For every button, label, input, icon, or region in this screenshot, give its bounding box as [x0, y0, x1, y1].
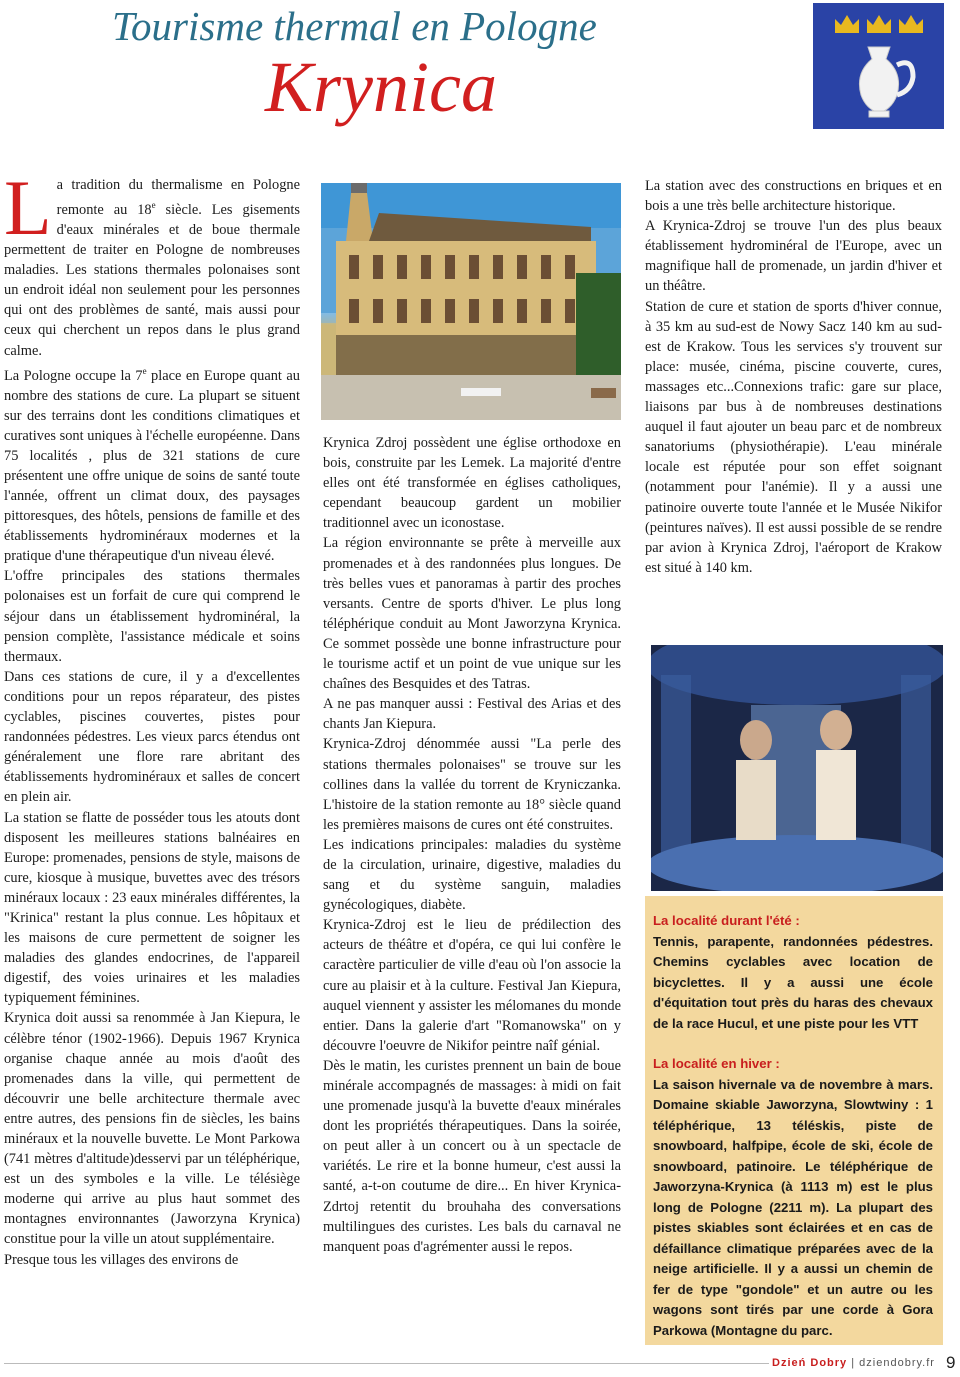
spa-building-photo [321, 183, 621, 420]
page-number: 9 [946, 1353, 956, 1372]
website-link[interactable]: dziendobry.fr [859, 1357, 935, 1369]
column-2 [323, 433, 621, 1257]
paragraph: La Pologne occupe la 7e place en Europe quant au nombre des stations de cure. La plupart se situent sur des terrains dont les conditions climatiques et curatives sont uniques à l'échelle européenne. Dans 75 localités , plus de 321 stations de cure présentent une offre unique de soins de santé toute l'année, offrent un climat doux, des paysages pittoresques, des hôtels, pensions de famille et des établissements hydrominéraux modernes et la pratique d'une thérapeutique d'un niveau élevé. [4, 365, 300, 565]
paragraph: A Krynica-Zdroj se trouve l'un des plus beaux établissement hydrominéral de l'Europe, avec un magnifique hall de promenade, un jardin d'hiver et un théâtre. [645, 218, 942, 295]
winter-text: La saison hivernale va de novembre à mars. Domaine skiable Jaworzyna, Slowtwiny : 1 téléphérique, 13 téléskis, piste de snowboard, halfpipe, école de ski, école de snowboard, patinoire. Le téléphérique de Jaworzyna-Krynica (à 1113 m) est le plus long de Pologne (2211 m). La plupart des pistes skiables sont éclairées et en cas de défaillance climatique préparées avec de la neige artificielle. Il y a aussi un chemin de fer de type "gondole" et un autre ou les wagons sont tirés par une corde à Gora Parkowa (Montagne du parc. [653, 1076, 933, 1338]
paragraph: L'offre principales des stations thermales polonaises est un forfait de cure qui comprend le séjour dans un établissement hydrominéral, la pension complète, l'assistance médicale et soins thermaux. [4, 568, 300, 665]
paragraph: Station de cure et station de sports d'hiver connue, à 35 km au sud-est de Nowy Sacz 140 km au sud-est de Krakow. Tous les services s'y trouvent sur place: musée, cinéma, piscine couverte, cures, massages etc...Connexions trafic: gare sur place, liaisons par bus à de nombreuses destinations auquel il faut ajouter un beau parc et de nombreux sanatoriums (physiothérapie). L'eau minérale locale est réputée pour son effet soignant (notamment pour l'anémie). Il y a aussi une patinoire ouverte toute l'année et le Musée Nikifor (peintures naïves). Il est aussi possible de se rendre par avion à Krynica Zdroj, l'aéroport de Krakow est situé à 140 km. [645, 298, 942, 576]
footer [772, 1357, 935, 1369]
paragraph: Les indications principales: maladies du système de la circulation, urinaire, digestive, maladies du sang et du système sanguin, maladies gynécologiques, diabète. [323, 836, 621, 914]
drop-cap: L [4, 164, 52, 251]
paragraph: Dès le matin, les curistes prennent un bain de boue minérale accompagnés de massages: à midi on fait une promenade jusqu'à la buvette d'eaux minérales dont les propriétés thérapeutiques. Dans la soirée, on peut aller à un concert ou à un spectacle de variétés. Le rire et la bonne humeur, c'est aussi la santé, a-t-on coutume de dire... En hiver Krynica-Zdrtoj retentit du brouhaha des conversations multilingues des curistes. Les bals du carnaval ne manquent poas d'agrémenter aussi le repos. [323, 1057, 621, 1255]
paragraph: Krynica Zdroj possèdent une église orthodoxe en bois, construite par les Lemek. La majorité d'entre elles ont été transformée en églises catholiques, cependant beaucoup gardent un mobilier traditionnel avec un iconostase. [323, 435, 621, 532]
column-1 [4, 164, 300, 1270]
paragraph: Krynica-Zdroj dénommée aussi "La perle des stations thermales polonaises" se trouve sur les collines dans la vallée du torrent de Kryniczanka. L'histoire de la station remonte au 18° siècle quand les premières maisons de cures ont été construites. [323, 736, 621, 833]
paragraph: La tradition du thermalisme en Pologne remonte au 18e siècle. Les gisements d'eaux minérales et de boue thermale permettent de traiter en Pologne de nombreuses maladies. Les stations thermales polonaises sont un endroit idéal non seulement pour les personnes qui ont des problèmes de santé, mais aussi pour ceux qui cherchent un repos dans le plus grand calme. [4, 164, 300, 359]
paragraph: La région environnante se prête à merveille aux promenades et à des randonnées plus longues. De très belles vues et panoramas à partir des proches versants. Centre de sports d'hiver. Le plus long téléphérique conduit au Mont Jaworzyna Krynica. Ce sommet possède une bonne infrastructure pour le tourisme actif et un point de vue unique sur les chaînes des Besquides et des Tatras. [323, 535, 621, 693]
paragraph: Krynica-Zdroj est le lieu de prédilection des acteurs de théâtre et d'opéra, ce qui lui confère le caractère particulier de ville d'eau où l'on associe la cure au plaisir et à la culture. Festival Jan Kiepura, auquel viennent y assister les mélomanes du monde entier. Dans la galerie d'art "Romanowska" on y découvre l'oeuvre de Nikifor peintre naîf génial. [323, 917, 621, 1054]
paragraph: Dans ces stations de cure, il y a d'excellentes conditions pour un repos réparateur, des pistes cyclables, piscines couvertes, pistes pour randonnées pédestres. Les vieux parcs étendus ont généralement une flore rare abritant des établissements hydrominéraux et salles de concert en plein air. [4, 668, 300, 806]
info-box-text [653, 911, 933, 1341]
spa-bath-photo [651, 645, 943, 891]
footer-separator: | [851, 1357, 856, 1369]
summer-heading: La localité durant l'été : [653, 913, 800, 928]
magazine-name: Dzień Dobry [772, 1357, 848, 1369]
footer-rule [4, 1363, 769, 1364]
coat-of-arms-icon [813, 3, 944, 129]
page-subtitle-krynica: Krynica [265, 47, 497, 127]
paragraph: Krynica doit aussi sa renommée à Jan Kiepura, le célèbre ténor (1902-1966). Depuis 1967 Krynica organise chaque année au mois d'août des promenades dans la ville, qui permettent de découvrir une belle architecture thermale avec entre autres, des pensions fin de siècles, les bains minéraux et la nouvelle buvette. Le Mont Parkowa (741 mètres d'altitude)desservi par un téléphérique, est un des symboles e la ville. Le télésiège moderne qui arrive au plus haut sommet des montagnes environnantes (Jaworzyna Krynica) constitue pour la ville un atout supplémentaire. [4, 1010, 300, 1248]
paragraph: A ne pas manquer aussi : Festival des Arias et des chants Jan Kiepura. [323, 696, 621, 733]
paragraph: La station se flatte de posséder tous les atouts dont disposent les meilleures stations balnéaires en Europe: promenades, pensions de style, maisons de cure, kiosque à musique, buvettes avec des trésors minéraux locaux : 23 eaux minérales différentes, la "Krinica" restant la plus connue. Les hôpitaux et les maisons de cure permettent de soigner les maladies des glandes endocrines, de l'appareil digestif, des voies urinaires et les maladies typiquement féminines. [4, 809, 300, 1007]
winter-heading: La localité en hiver : [653, 1056, 780, 1071]
paragraph: Presque tous les villages des environs de [4, 1251, 239, 1268]
column-3 [645, 176, 942, 578]
page-title: Tourisme thermal en Pologne [112, 3, 597, 49]
summer-text: Tennis, parapente, randonnées pédestres. Chemins cyclables avec location de bicyclettes. Il y a aussi une école d'équitation tout près du haras des chevaux de la race Hucul, et une piste pour les VTT [653, 933, 933, 1031]
paragraph: La station avec des constructions en briques et en bois a une très belle architecture historique. [645, 178, 942, 215]
